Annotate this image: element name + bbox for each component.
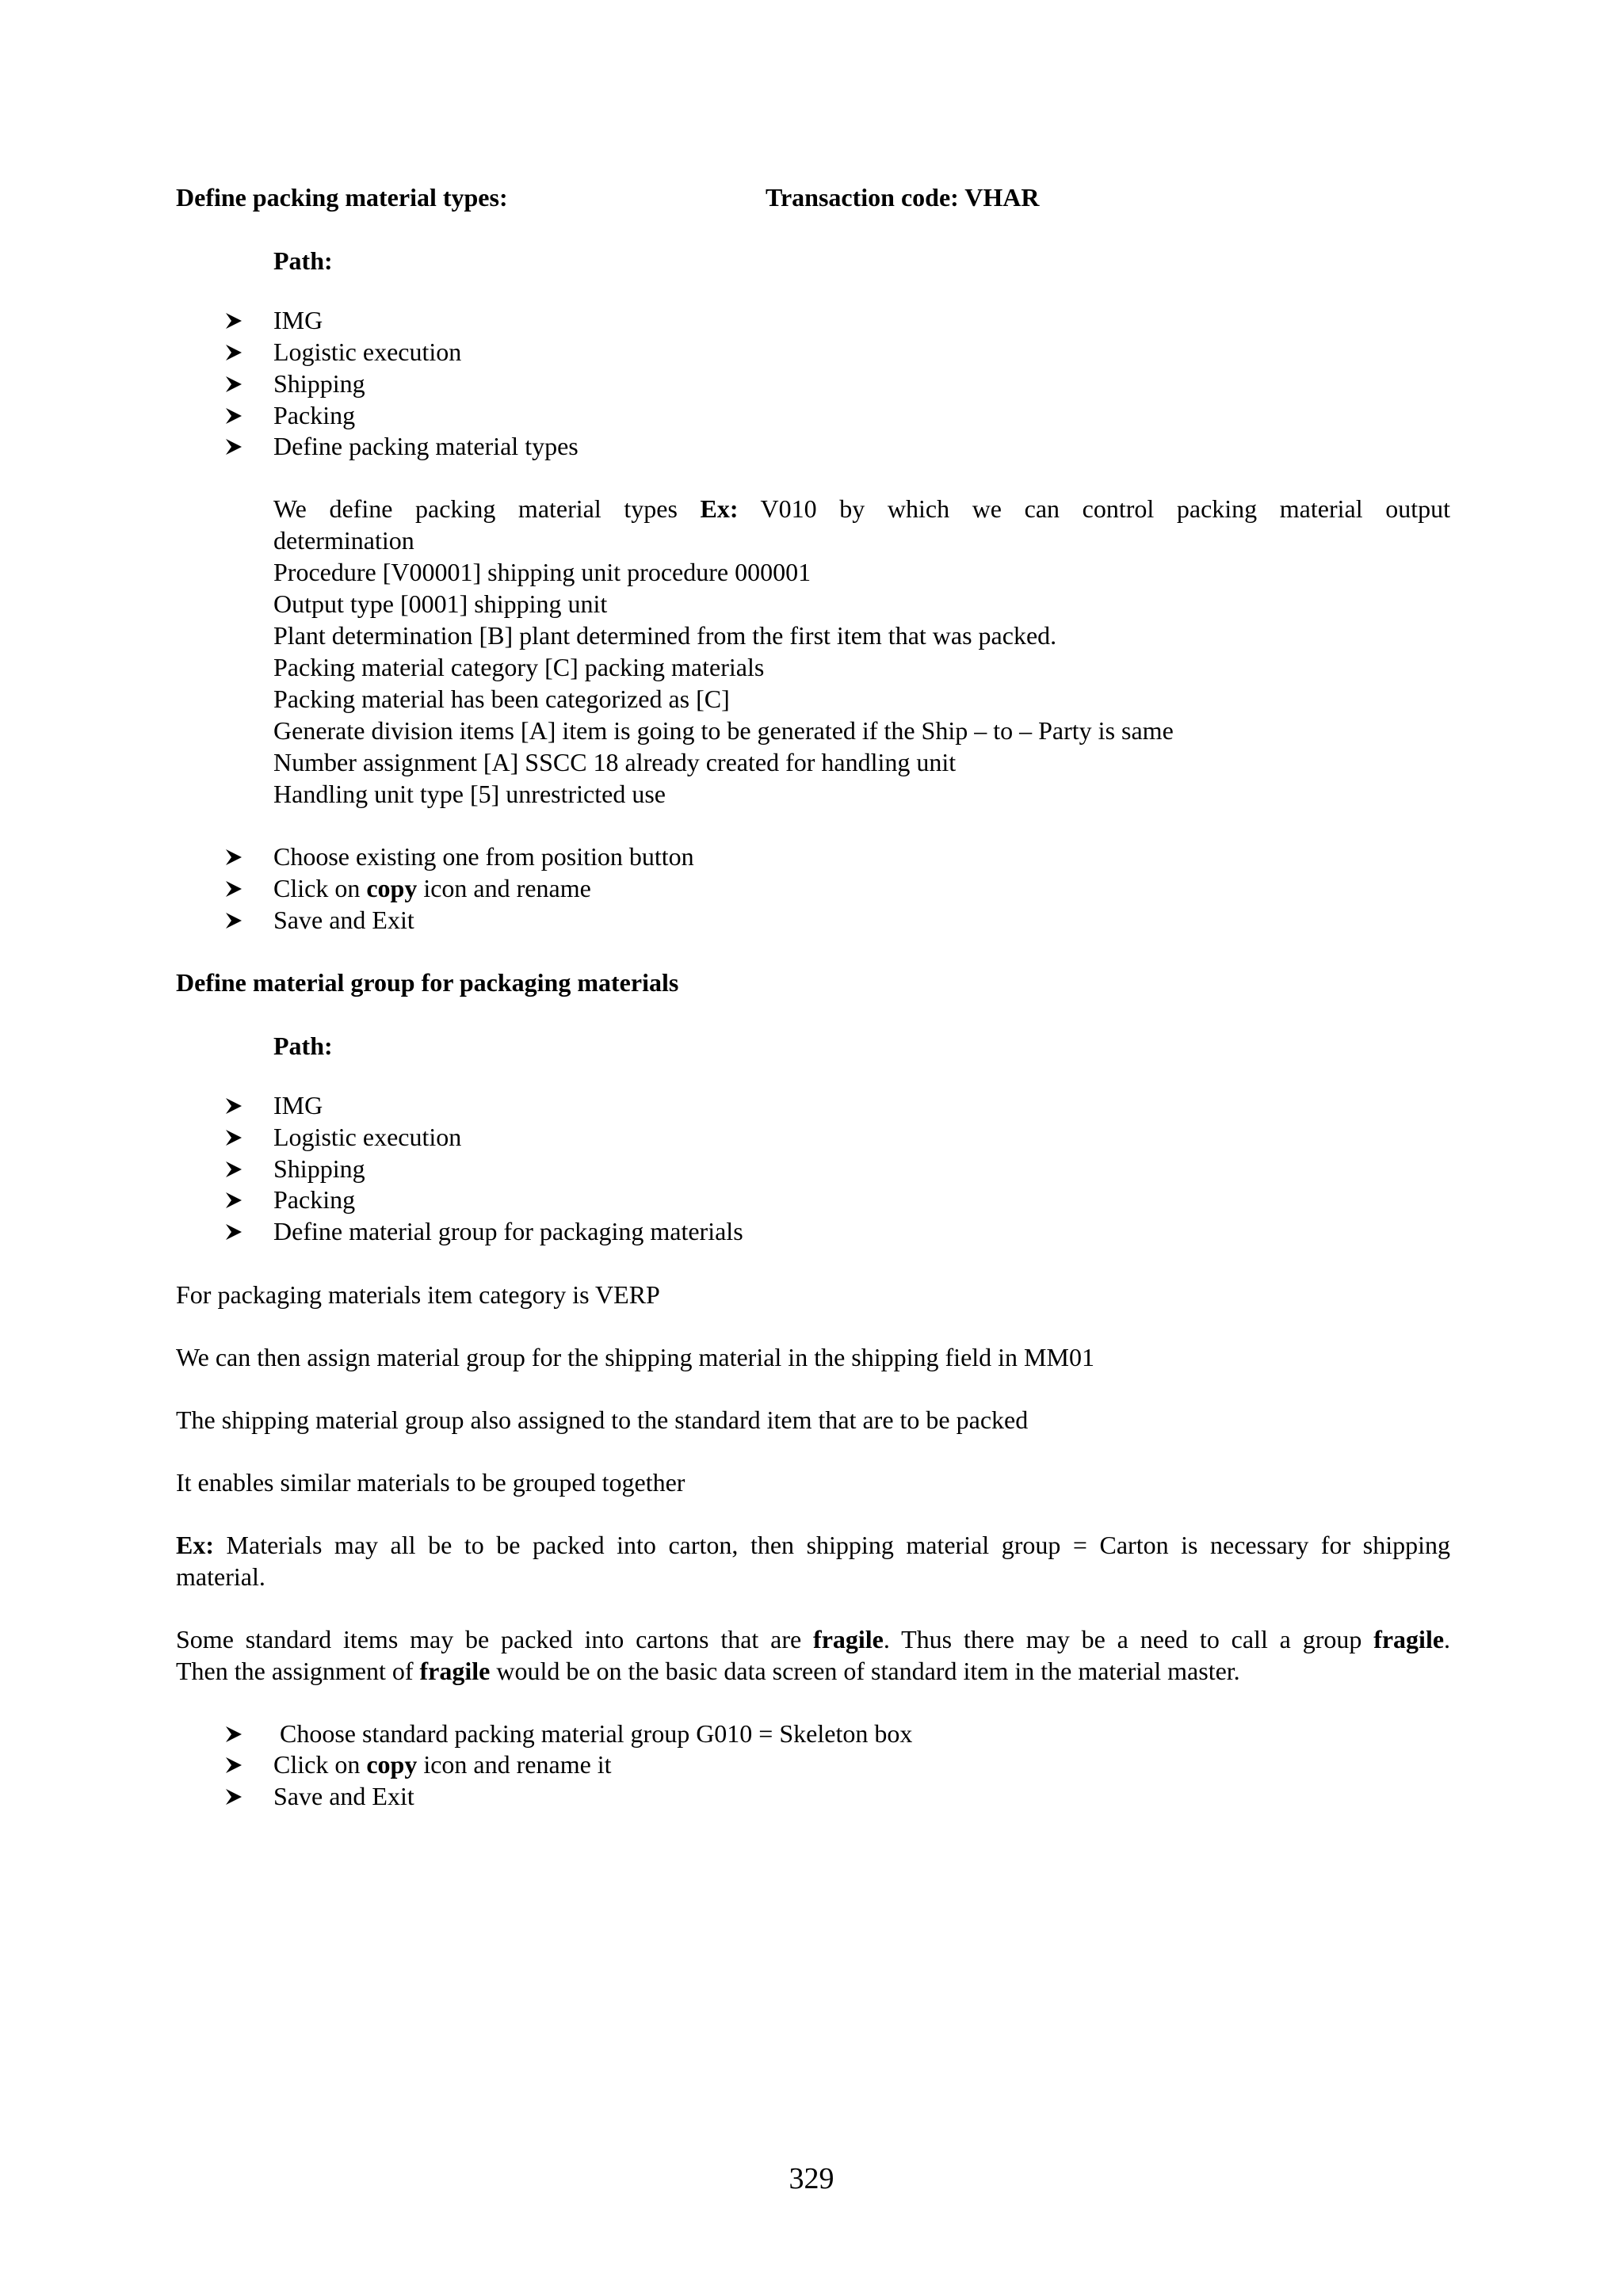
arrow-bullet-icon <box>224 368 245 399</box>
fragile-keyword: fragile <box>813 1625 884 1653</box>
arrow-bullet-icon <box>224 1215 245 1247</box>
fragile-keyword: fragile <box>1373 1625 1445 1653</box>
path-item: Shipping <box>273 1154 365 1183</box>
setting-line: Procedure [V00001] shipping unit procedure 000001 <box>273 558 812 586</box>
arrow-bullet-icon <box>224 1718 245 1749</box>
step-item: Click on copy icon and rename it <box>273 1750 612 1779</box>
ex-label: Ex: <box>700 494 739 523</box>
path-item: IMG <box>273 306 323 334</box>
path-item: Packing <box>273 1185 356 1214</box>
copy-keyword: copy <box>366 874 418 902</box>
intro-text: We define packing material types <box>273 494 678 523</box>
section2-path-label: Path: <box>273 1032 333 1060</box>
step-item: Save and Exit <box>273 1782 414 1810</box>
intro-text-cont: V010 by which we can control packing material output <box>760 494 1450 523</box>
arrow-bullet-icon <box>224 1153 245 1184</box>
step-item: Click on copy icon and rename <box>273 874 591 902</box>
intro-text-end: determination <box>273 526 414 555</box>
arrow-bullet-icon <box>224 872 245 904</box>
path-item: Packing <box>273 401 356 429</box>
paragraph: It enables similar materials to be grouped together <box>176 1468 685 1497</box>
arrow-bullet-icon <box>224 430 245 462</box>
arrow-bullet-icon <box>224 336 245 368</box>
step-item: Save and Exit <box>273 906 414 934</box>
paragraph: The shipping material group also assigned to the standard item that are to be packed <box>176 1405 1029 1434</box>
section1-intro-line <box>273 493 1450 524</box>
step-item: Choose standard packing material group G010 = Skeleton box <box>273 1719 913 1748</box>
fragile-keyword: fragile <box>419 1657 491 1685</box>
arrow-bullet-icon <box>224 1089 245 1121</box>
arrow-bullet-icon <box>224 841 245 872</box>
setting-line: Handling unit type [5] unrestricted use <box>273 780 666 808</box>
arrow-bullet-icon <box>224 304 245 336</box>
arrow-bullet-icon <box>224 1749 245 1780</box>
setting-line: Plant determination [B] plant determined from the first item that was packed. <box>273 621 1057 650</box>
copy-keyword: copy <box>366 1750 418 1779</box>
setting-line: Number assignment [A] SSCC 18 already created for handling unit <box>273 748 957 776</box>
paragraph: We can then assign material group for the shipping material in the shipping field in MM01 <box>176 1343 1094 1371</box>
ex-label: Ex: <box>176 1531 214 1559</box>
path-item: Logistic execution <box>273 338 462 366</box>
setting-line: Output type [0001] shipping unit <box>273 589 608 618</box>
setting-line: Packing material has been categorized as [C] <box>273 685 730 713</box>
step-item: Choose existing one from position button <box>273 842 694 871</box>
arrow-bullet-icon <box>224 1780 245 1812</box>
example-paragraph-line2: material. <box>176 1562 265 1591</box>
arrow-bullet-icon <box>224 904 245 936</box>
transaction-code: Transaction code: VHAR <box>766 183 1040 212</box>
fragile-paragraph-line2: Then the assignment of fragile would be on the basic data screen of standard item in the material master. <box>176 1657 1240 1685</box>
path-item: Define material group for packaging materials <box>273 1217 743 1245</box>
arrow-bullet-icon <box>224 1184 245 1215</box>
section2-title: Define material group for packaging materials <box>176 968 679 997</box>
section1-path-label: Path: <box>273 246 333 275</box>
arrow-bullet-icon <box>224 399 245 431</box>
path-item: Define packing material types <box>273 432 579 460</box>
path-item: Shipping <box>273 369 365 398</box>
path-item: Logistic execution <box>273 1123 462 1151</box>
arrow-bullet-icon <box>224 1121 245 1153</box>
example-paragraph-line1: Ex: Materials may all be to be packed into carton, then shipping material group = Carton is necessary for shipping <box>176 1531 1451 1559</box>
paragraph: For packaging materials item category is VERP <box>176 1280 660 1309</box>
setting-line: Packing material category [C] packing materials <box>273 653 765 681</box>
page-number: 329 <box>789 2162 834 2195</box>
section1-title: Define packing material types: <box>176 183 508 212</box>
setting-line: Generate division items [A] item is going to be generated if the Ship – to – Party is same <box>273 716 1174 745</box>
fragile-paragraph-line1: Some standard items may be packed into cartons that are fragile. Thus there may be a need to call a group fragile. <box>176 1625 1451 1653</box>
path-item: IMG <box>273 1091 323 1119</box>
